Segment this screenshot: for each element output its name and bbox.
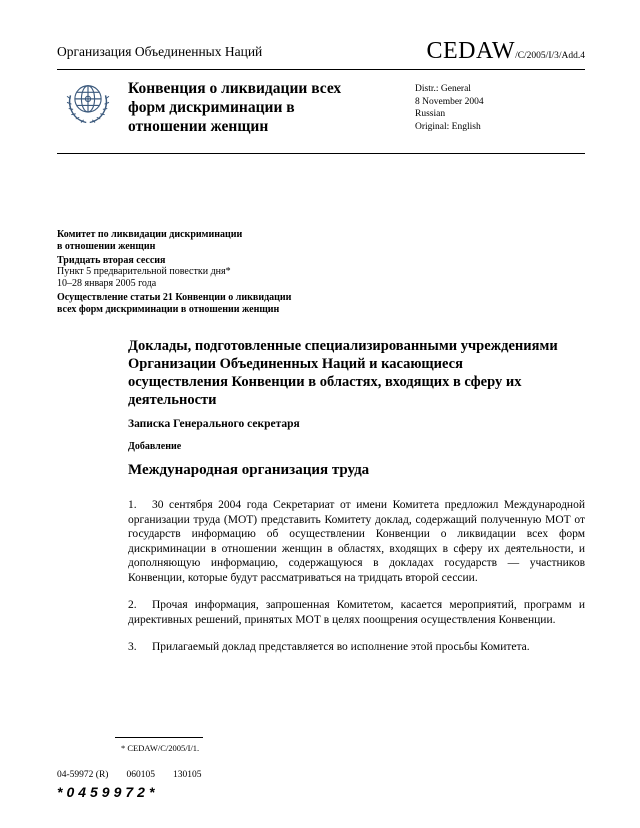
implementation-line1: Осуществление статьи 21 Конвенции о ликвидации (57, 291, 292, 303)
doc-symbol-suffix: /C/2005/I/3/Add.4 (515, 51, 585, 61)
session-title: Тридцать вторая сессия (57, 254, 166, 266)
committee-name-line1: Комитет по ликвидации дискриминации (57, 229, 243, 240)
paragraph-2-text: Прочая информация, запрошенная Комитетом, касается мероприятий, программ и директивных решений, принятых МОТ в целях поощрения осуществления Конвенции. (128, 599, 585, 626)
distr-original: Original: English (415, 121, 481, 132)
un-emblem-icon (60, 77, 116, 138)
session-dates: 10–28 января 2005 года (57, 278, 157, 290)
paragraph-1 (128, 498, 585, 585)
paragraph-2 (128, 598, 585, 627)
paragraph-1-number: 1. (128, 499, 137, 511)
distr-line: Distr.: General (415, 84, 471, 94)
distr-language: Russian (415, 109, 446, 119)
addendum-heading: Добавление (128, 441, 182, 452)
distr-date: 8 November 2004 (415, 96, 484, 107)
org-name: Организация Объединенных Наций (57, 44, 263, 59)
note-heading: Записка Генерального секретаря (128, 418, 300, 430)
section-rule (57, 153, 585, 154)
doc-symbol-main: CEDAW (426, 38, 516, 64)
convention-title: Конвенция о ликвидации всех форм дискриминации в отношении женщин (128, 80, 342, 135)
implementation-line2: всех форм дискриминации в отношении женщин (57, 303, 280, 315)
paragraph-1-text: 30 сентября 2004 года Секретариат от имени Комитета предложил Международной организации труда (МОТ) представить Комитету доклад, содержащий полученную МОТ от государств информацию об осуществлении Конвенции о ликвидации всех форм дискриминации в отношении женщин в областях, входящих в сферу их деятельности, и дополняющую информацию, содержащуюся в докладах государств — участников Конвенции, которые будут рассматриваться на тридцать второй сессии. (128, 499, 585, 584)
barcode-text: *0459972* (57, 784, 159, 800)
committee-name-line2: в отношении женщин (57, 240, 156, 252)
footer-codes (57, 770, 219, 780)
footnote-rule (115, 737, 203, 738)
footer-date-code-1: 060105 (126, 770, 155, 780)
main-heading: Доклады, подготовленные специализированными учреждениями Организации Объединенных Наций и касающиеся осуществления Конвенции в областях, входящих в сферу их деятельности (128, 338, 558, 408)
footer-doc-number: 04-59972 (R) (57, 770, 109, 780)
footnote-text: * CEDAW/C/2005/I/1. (121, 743, 200, 753)
paragraph-2-number: 2. (128, 599, 137, 611)
distribution-block (415, 83, 484, 133)
session-block (57, 229, 291, 316)
paragraphs (128, 498, 585, 668)
header-rule (57, 69, 585, 70)
doc-symbol (427, 38, 586, 65)
footer-date-code-2: 130105 (172, 770, 202, 780)
section-heading: Международная организация труда (128, 462, 370, 478)
paragraph-3 (128, 640, 585, 655)
paragraph-3-text: Прилагаемый доклад представляется во исполнение этой просьбы Комитета. (152, 641, 530, 653)
agenda-item: Пункт 5 предварительной повестки дня* (57, 266, 231, 278)
paragraph-3-number: 3. (128, 641, 137, 653)
